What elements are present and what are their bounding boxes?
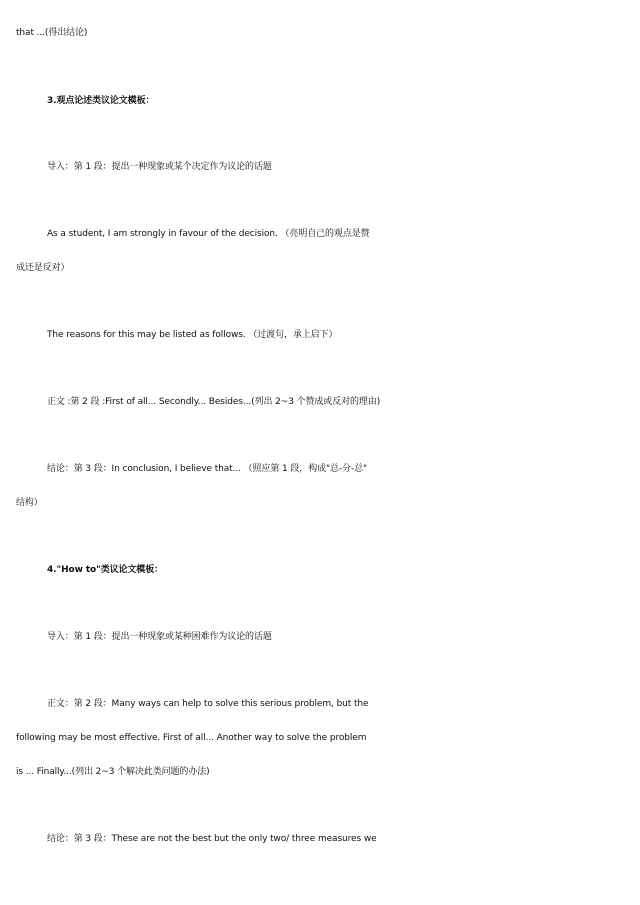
text-line: that ...(得出结论) — [16, 28, 88, 38]
text-line: 结论：第 3 段：These are not the best but the only two/ three measures we — [47, 834, 377, 844]
text-line: 导入：第 1 段：提出一种现象或某种困难作为议论的话题 — [47, 632, 272, 642]
text-line: is ... Finally...(列出 2~3 个解决此类问题的办法) — [16, 767, 210, 777]
text-line: 导入：第 1 段：提出一种现象或某个决定作为议论的话题 — [47, 162, 272, 172]
text-line: 成还是反对） — [16, 263, 70, 273]
text-line: 结论：第 3 段：In conclusion, I believe that... （照应第 1 段，构成"总-分-总" — [47, 464, 368, 474]
section-heading: 3.观点论述类议论文模板： — [47, 96, 155, 106]
text-line: 结构） — [16, 498, 43, 508]
text-line: As a student, I am strongly in favour of the decision. （亮明自己的观点是赞 — [47, 229, 370, 239]
text-line: 正文：第 2 段：Many ways can help to solve this serious problem, but the — [47, 699, 369, 709]
section-heading: 4."How to"类议论文模板： — [47, 565, 164, 575]
text-line: The reasons for this may be listed as follows. （过渡句，承上启下） — [47, 330, 338, 340]
text-line: 正文 :第 2 段 :First of all... Secondly... Besides...(列出 2~3 个赞成或反对的理由) — [47, 397, 381, 407]
text-line: following may be most effective. First of all... Another way to solve the problem — [16, 733, 367, 743]
